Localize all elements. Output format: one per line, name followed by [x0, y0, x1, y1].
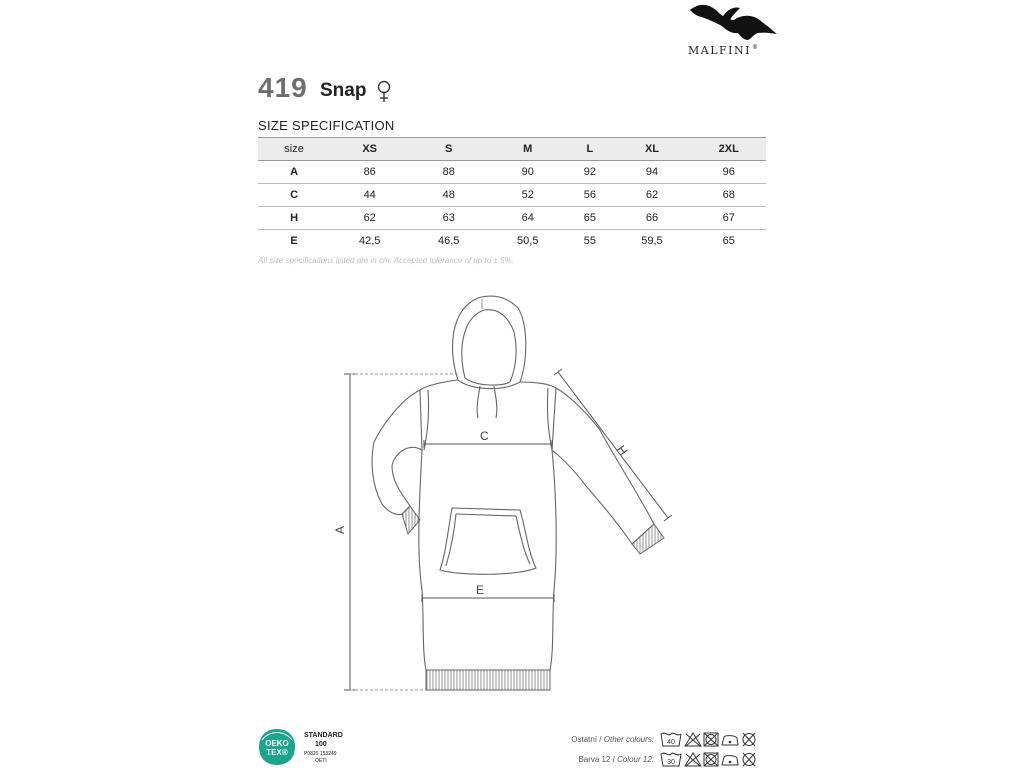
- row-key: H: [258, 207, 330, 230]
- column-header: M: [488, 138, 567, 161]
- oeko-institute: OETI: [315, 758, 327, 764]
- wash-tub-icon: [661, 733, 681, 746]
- column-header: size: [258, 138, 330, 161]
- measure-label-c: C: [480, 429, 489, 443]
- table-cell: 90: [488, 161, 567, 184]
- table-cell: 55: [583, 235, 596, 247]
- table-cell: 48: [409, 184, 488, 207]
- wash-temperature: 30: [667, 759, 675, 766]
- oeko-code: P0820 153249: [304, 751, 337, 757]
- right-sleeve: [552, 388, 654, 544]
- measure-label-e: E: [476, 583, 485, 597]
- table-cell: 62: [612, 184, 691, 207]
- table-cell: 42,5: [358, 235, 381, 247]
- care-label-colour-12: [514, 755, 654, 764]
- measure-label-a: A: [333, 525, 347, 534]
- care-label-en: Other colours:: [603, 735, 654, 744]
- body-left-outline: [419, 380, 458, 670]
- table-cell: 92: [567, 161, 612, 184]
- drawstring-left: [477, 386, 480, 418]
- oeko-badge-line1: OEKO: [265, 739, 289, 748]
- table-header-row: [258, 138, 766, 161]
- table-row: [258, 184, 766, 207]
- left-sleeve: [372, 390, 422, 515]
- brand-name: MALFINI®: [688, 44, 760, 57]
- oeko-standard-label: STANDARD: [304, 732, 343, 739]
- no-tumble-dry-icon: [704, 733, 718, 746]
- table-cell: 44: [330, 184, 409, 207]
- product-number: 419: [258, 72, 308, 103]
- oeko-standard-number: 100: [315, 741, 327, 748]
- size-table: [258, 137, 766, 252]
- table-cell: 46,5: [438, 235, 460, 247]
- table-cell: 68: [691, 184, 766, 207]
- column-header: XL: [612, 138, 691, 161]
- column-header: S: [409, 138, 488, 161]
- row-key: A: [258, 161, 330, 184]
- table-cell: 86: [330, 161, 409, 184]
- wash-tub-icon: [661, 753, 681, 766]
- table-cell: 62: [330, 207, 409, 230]
- oeko-tex-badge: [258, 728, 296, 766]
- table-cell: 52: [488, 184, 567, 207]
- table-cell: 50,5: [517, 235, 539, 247]
- table-cell: 96: [691, 161, 766, 184]
- measure-label-h: H: [613, 442, 631, 458]
- hem-rib: [426, 670, 550, 690]
- care-label-cz: Barva 12 /: [578, 755, 618, 764]
- table-cell: 65: [722, 235, 735, 247]
- iron-low-icon: [722, 736, 738, 745]
- no-tumble-dry-icon: [704, 753, 718, 766]
- wash-temperature: 40: [667, 739, 675, 746]
- table-row: [258, 230, 766, 253]
- care-label-cz: Ostatní /: [571, 735, 604, 744]
- body-right-outline: [520, 382, 556, 670]
- column-header: XS: [330, 138, 409, 161]
- no-bleach-icon: [685, 753, 701, 766]
- iron-low-icon: [722, 756, 738, 765]
- column-header: 2XL: [691, 138, 766, 161]
- eagle-icon: [682, 0, 782, 48]
- no-dry-clean-icon: [743, 753, 755, 766]
- cuff-right-rib: [632, 524, 664, 554]
- table-row: [258, 161, 766, 184]
- row-key: E: [290, 235, 298, 247]
- cuff-left-rib: [402, 506, 420, 534]
- no-dry-clean-icon: [743, 733, 755, 746]
- product-name: Snap: [320, 80, 367, 101]
- table-cell: 59,5: [641, 235, 663, 247]
- table-cell: 64: [488, 207, 567, 230]
- care-symbols-colour-12: [659, 750, 769, 768]
- oeko-badge-line2: TEX®: [266, 748, 288, 757]
- tolerance-note: All size specifications listed are in cm. Accepted tolerance of up to ± 5%.: [258, 256, 514, 265]
- female-symbol-icon: [376, 80, 392, 104]
- table-cell: 94: [612, 161, 691, 184]
- garment-drawing: [330, 290, 696, 700]
- table-cell: 63: [409, 207, 488, 230]
- table-cell: 66: [612, 207, 691, 230]
- row-key: C: [258, 184, 330, 207]
- table-cell: 65: [567, 207, 612, 230]
- care-label-other-colours: [514, 735, 654, 744]
- hood-opening: [462, 310, 516, 382]
- no-bleach-icon: [685, 733, 701, 746]
- table-cell: 67: [691, 207, 766, 230]
- drawstring-right: [494, 386, 497, 418]
- table-cell: 56: [567, 184, 612, 207]
- size-specification-title: SIZE SPECIFICATION: [258, 118, 395, 133]
- care-symbols-other-colours: [659, 730, 769, 748]
- table-cell: 88: [409, 161, 488, 184]
- care-label-en: Colour 12:: [617, 755, 654, 764]
- table-row: [258, 207, 766, 230]
- column-header: L: [567, 138, 612, 161]
